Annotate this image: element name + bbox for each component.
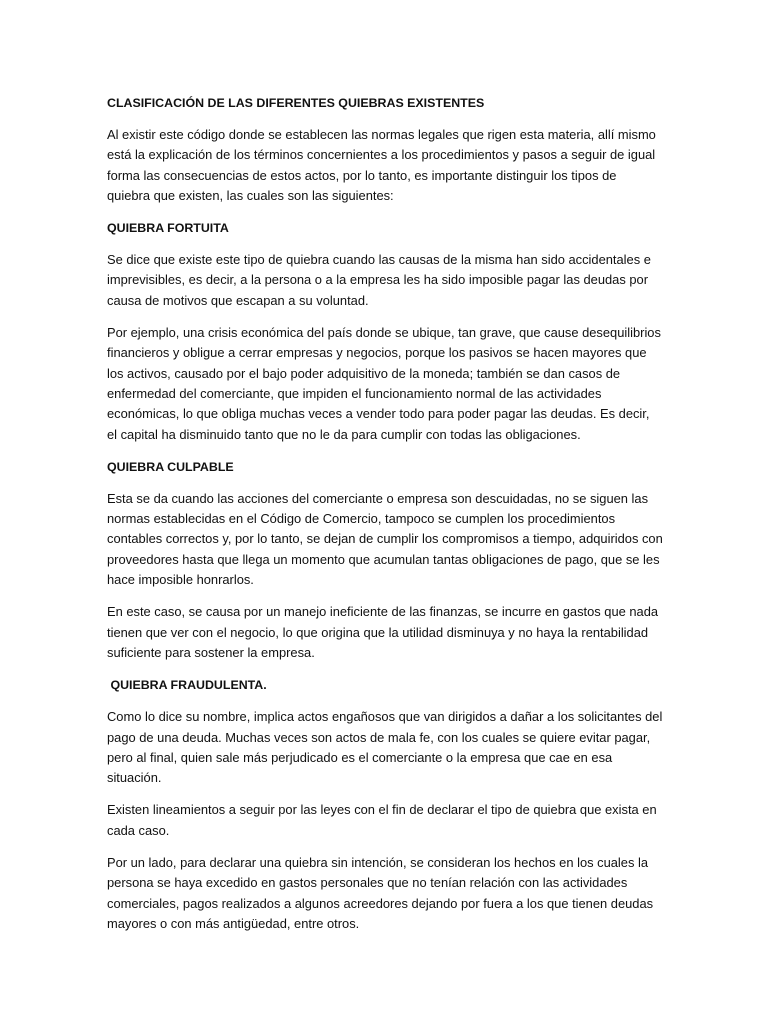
- paragraph-culpable-case: En este caso, se causa por un manejo ineficiente de las finanzas, se incurre en gastos que nada tienen que ver con el negocio, lo que origina que la utilidad disminuya y no haya la rentabilidad suficiente para sostener la empresa.: [107, 604, 659, 660]
- intro-paragraph: Al existir este código donde se establecen las normas legales que rigen esta materia, allí mismo está la explicación de los términos concernientes a los procedimientos y pasos a seguir de igual forma las consecuencias de estos actos, por lo tanto, es importante distinguir los tipos de quiebra que existen, las cuales son las siguientes:: [107, 127, 656, 203]
- section-heading-quiebra-fortuita: QUIEBRA FORTUITA: [107, 221, 229, 236]
- paragraph-fortuita-definition: Se dice que existe este tipo de quiebra cuando las causas de la misma han sido accidentales e imprevisibles, es decir, a la persona o a la empresa les ha sido imposible pagar las deudas por causa de motivos que escapan a su voluntad.: [107, 252, 651, 308]
- section-heading-quiebra-culpable: QUIEBRA CULPABLE: [107, 459, 234, 474]
- paragraph-fortuita-example: Por ejemplo, una crisis económica del país donde se ubique, tan grave, que cause desequilibrios financieros y obligue a cerrar empresas y negocios, porque los pasivos se hacen mayores que los activos, causado por el bajo poder adquisitivo de la moneda; también se dan casos de enfermedad del comerciante, que impiden el funcionamiento normal de las actividades económicas, lo que obliga muchas veces a vender todo para poder pagar las deudas. Es decir, el capital ha disminuido tanto que no le da para cumplir con todas las obligaciones.: [107, 325, 661, 442]
- paragraph-lineamientos: Existen lineamientos a seguir por las leyes con el fin de declarar el tipo de quiebra que exista en cada caso.: [107, 802, 657, 838]
- document-title: CLASIFICACIÓN DE LAS DIFERENTES QUIEBRAS EXISTENTES: [107, 96, 485, 110]
- document-page: [107, 93, 663, 946]
- paragraph-quiebra-sin-intencion: Por un lado, para declarar una quiebra sin intención, se consideran los hechos en los cuales la persona se haya excedido en gastos personales que no tenían relación con las actividades comerciales, pagos realizados a algunos acreedores dejando por fuera a los que tienen deudas mayores o con más antigüedad, entre otros.: [107, 855, 654, 931]
- paragraph-fraudulenta-definition: Como lo dice su nombre, implica actos engañosos que van dirigidos a dañar a los solicitantes del pago de una deuda. Muchas veces son actos de mala fe, con los cuales se quiere evitar pagar, pero al final, quien sale más perjudicado es el comerciante o la empresa que cae en esa situación.: [107, 709, 663, 786]
- paragraph-culpable-definition: Esta se da cuando las acciones del comerciante o empresa son descuidadas, no se siguen las normas establecidas en el Código de Comercio, tampoco se cumplen los procedimientos contables correctos y, por lo tanto, se dejan de cumplir los compromisos a tiempo, adquiridos con proveedores hasta que llega un momento que acumulan tantas obligaciones de pago, que se les hace imposible honrarlos.: [107, 490, 663, 588]
- section-heading-quiebra-fraudulenta: QUIEBRA FRAUDULENTA.: [107, 678, 267, 693]
